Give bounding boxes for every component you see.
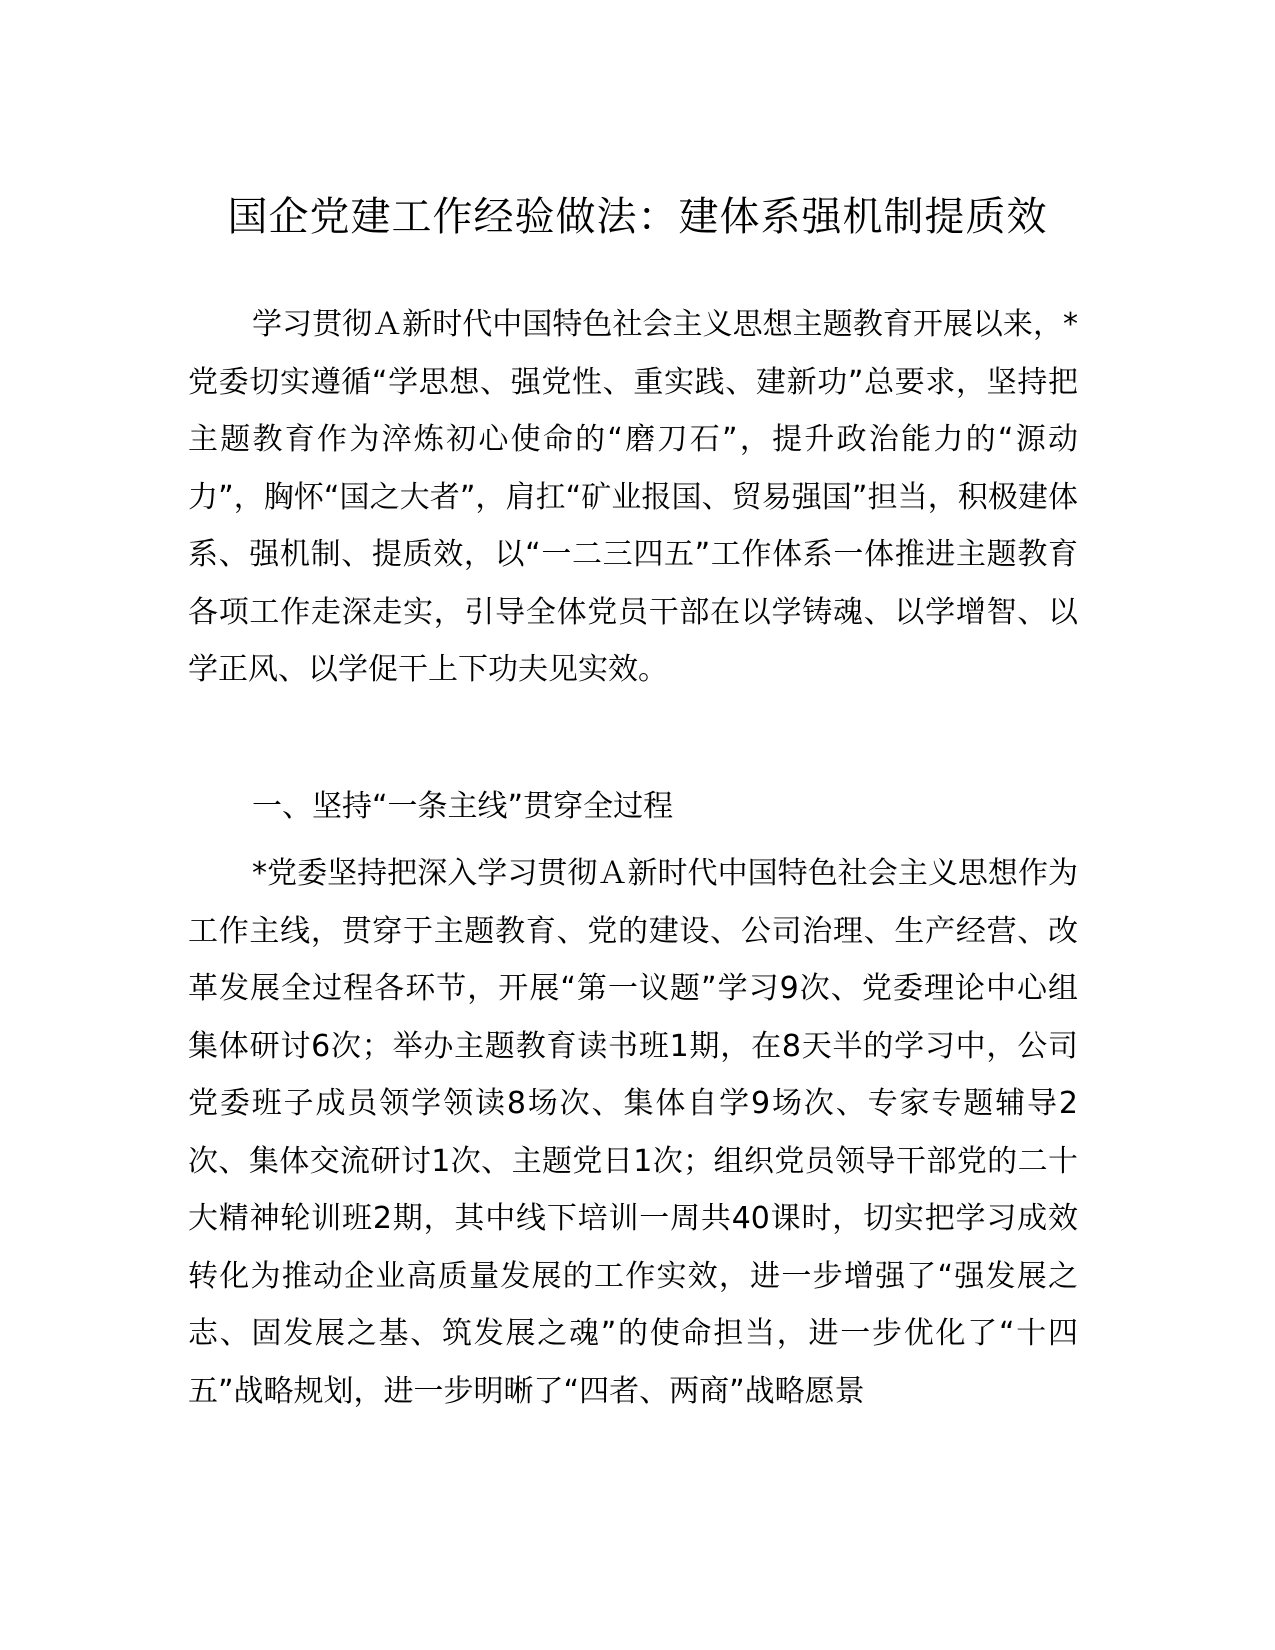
- paragraph-intro: 学习贯彻Ａ新时代中国特色社会主义思想主题教育开展以来，*党委切实遵循“学思想、强党性、重实践、建新功”总要求，坚持把主题教育作为淬炼初心使命的“磨刀石”，提升政治能力的“源动力”，胸怀“国之大者”，肩扛“矿业报国、贸易强国”担当，积极建体系、强机制、提质效，以“一二三四五”工作体系一体推进主题教育各项工作走深走实，引导全体党员干部在以学铸魂、以学增智、以学正风、以学促干上下功夫见实效。: [188, 307, 1078, 687]
- document-title: 国企党建工作经验做法：建体系强机制提质效: [227, 194, 1048, 240]
- paragraph-section-1: *党委坚持把深入学习贯彻Ａ新时代中国特色社会主义思想作为工作主线，贯穿于主题教育、党的建设、公司治理、生产经营、改革发展全过程各环节，开展“第一议题”学习9次、党委理论中心组集体研讨6次；举办主题教育读书班1期，在8天半的学习中，公司党委班子成员领学领读8场次、集体自学9场次、专家专题辅导2次、集体交流研讨1次、主题党日1次；组织党员领导干部党的二十大精神轮训班2期，其中线下培训一周共40课时，切实把学习成效转化为推动企业高质量发展的工作实效，进一步增强了“强发展之志、固发展之基、筑发展之魂”的使命担当，进一步优化了“十四五”战略规划，进一步明晰了“四者、两商”战略愿景: [188, 856, 1078, 1409]
- section-heading-1: 一、坚持“一条主线”贯穿全过程: [252, 789, 674, 824]
